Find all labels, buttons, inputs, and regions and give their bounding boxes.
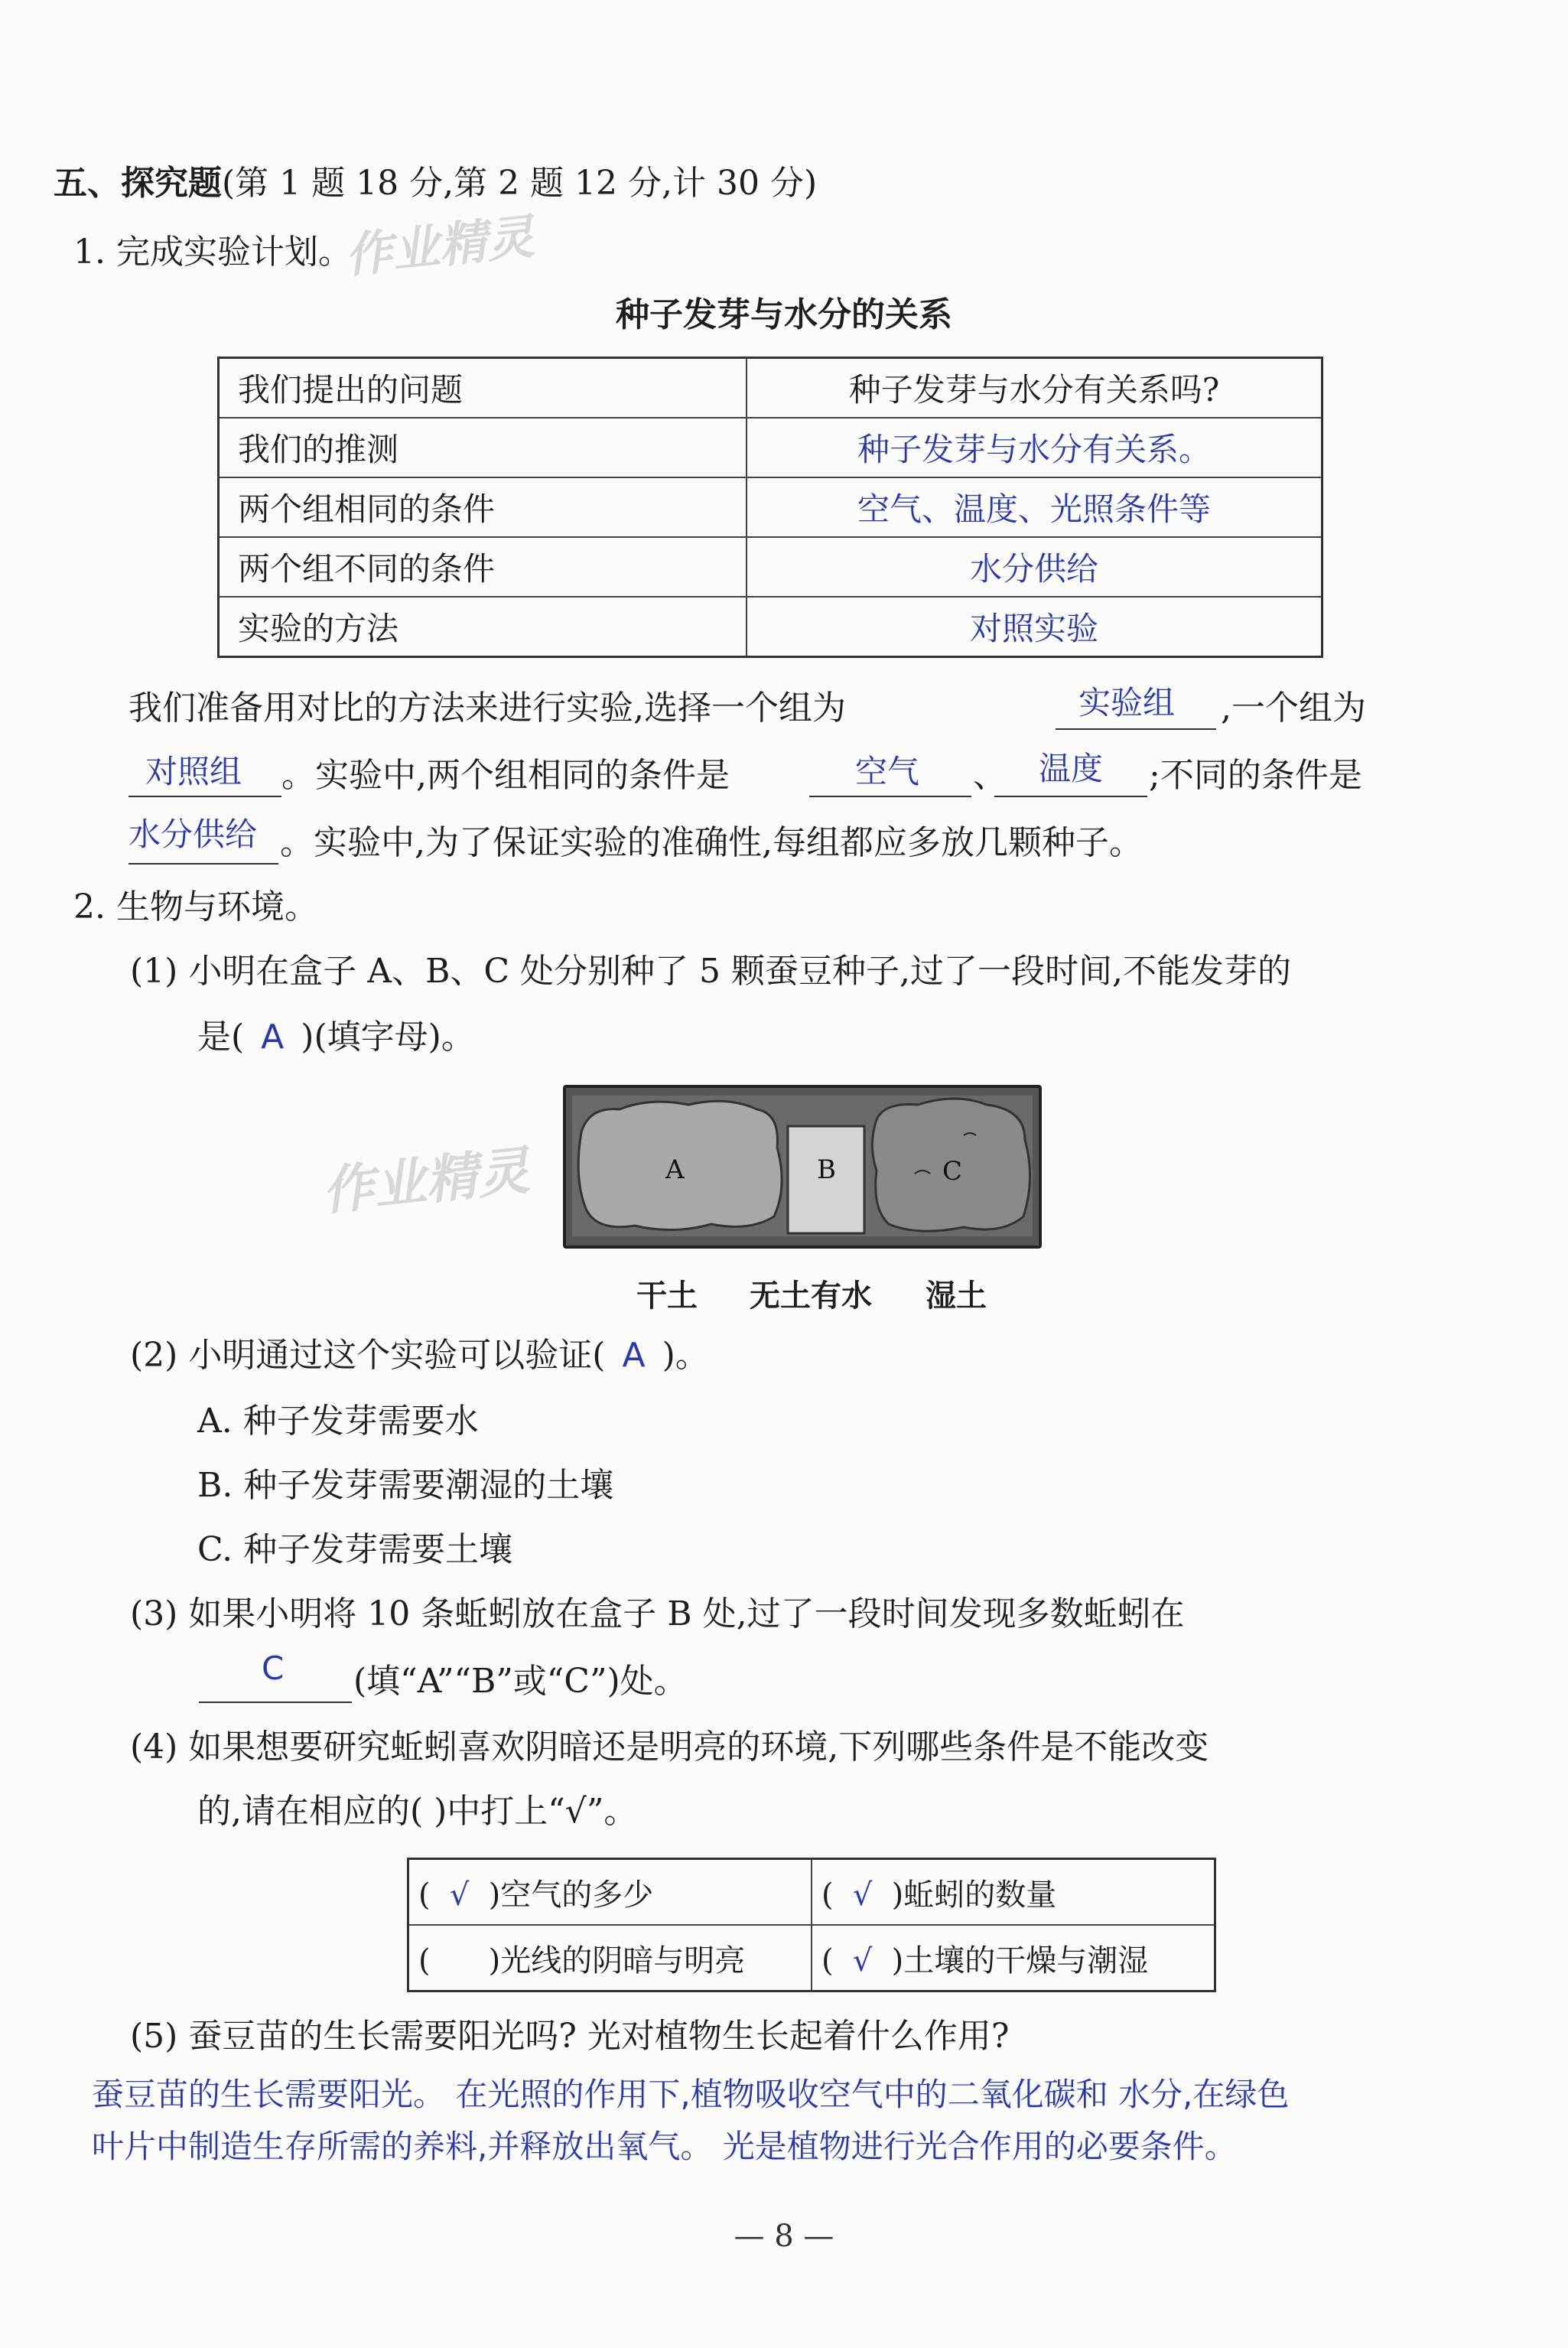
paren: (: [418, 1943, 431, 1978]
caption-water: 无土有水: [750, 1278, 872, 1314]
option-b: B. 种子发芽需要潮湿的土壤: [197, 1466, 614, 1505]
experiment-plan-table: [217, 357, 1323, 658]
q1-label: 1. 完成实验计划。: [73, 233, 352, 272]
table-title: 种子发芽与水分的关系: [616, 295, 952, 334]
paren: (: [821, 1877, 834, 1913]
condition-text: )光线的阴暗与明亮: [488, 1943, 746, 1978]
condition-cell: [812, 1859, 1215, 1926]
box-label-c: C: [942, 1156, 963, 1187]
table-row: [219, 477, 1322, 537]
para-line-1: [128, 686, 846, 731]
blank-answer-3: 空气: [855, 753, 920, 790]
table-row: [219, 418, 1322, 477]
option-c: C. 种子发芽需要土壤: [197, 1530, 513, 1569]
q2-p3-post: (填“A”“B”或“C”)处。: [353, 1662, 688, 1701]
q2-label: 2. 生物与环境。: [73, 887, 318, 926]
blank-answer-4: 温度: [1039, 750, 1104, 787]
row-answer: 水分供给: [747, 537, 1322, 597]
watermark: 作业精灵: [319, 1140, 533, 1223]
blank-line: [199, 1702, 352, 1703]
q2-p1-answer: A: [261, 1018, 285, 1057]
check-mark: √: [852, 1943, 873, 1978]
q2-p5-question: (5) 蚕豆苗的生长需要阳光吗? 光对植物生长起着什么作用?: [130, 2017, 1010, 2056]
row-value: 种子发芽与水分有关系吗?: [747, 358, 1322, 418]
para-text: ;不同的条件是: [1149, 756, 1362, 795]
page-number: — 8 —: [734, 2219, 834, 2254]
blank-answer-1: 实验组: [1078, 684, 1176, 721]
condition-text: )蚯蚓的数量: [891, 1877, 1057, 1913]
caption-wet-soil: 湿土: [926, 1278, 987, 1314]
row-answer: 空气、温度、光照条件等: [747, 477, 1322, 537]
section-score-note: (第 1 题 18 分,第 2 题 12 分,计 30 分): [222, 164, 818, 203]
condition-cell: [812, 1925, 1215, 1991]
q2-p5-answer-line2: 叶片中制造生存所需的养料,并释放出氧气。 光是植物进行光合作用的必要条件。: [92, 2128, 1237, 2165]
watermark: 作业精灵: [342, 208, 537, 284]
table-row: [219, 597, 1322, 657]
row-answer: 对照实验: [747, 597, 1322, 657]
row-answer: 种子发芽与水分有关系。: [747, 418, 1322, 477]
seed-box-figure: [558, 1079, 1048, 1255]
row-label: 我们提出的问题: [219, 358, 747, 418]
para-text: 。实验中,两个组相同的条件是: [281, 756, 730, 795]
q2-p2: [130, 1333, 709, 1379]
q2-p2-answer: A: [622, 1336, 646, 1375]
para-text: 、: [973, 756, 1007, 795]
blank-line: [128, 863, 278, 865]
section-header: [54, 161, 817, 207]
conditions-table: [407, 1858, 1216, 1992]
table-row: [219, 358, 1322, 418]
q2-p2-pre: (2) 小明通过这个实验可以验证(: [130, 1336, 606, 1375]
box-label-a: A: [665, 1154, 685, 1185]
para-text: ,一个组为: [1221, 689, 1366, 728]
q2-p1-line2: [197, 1014, 475, 1060]
check-mark: √: [449, 1877, 470, 1913]
row-label: 两个组不同的条件: [219, 537, 747, 597]
table-row: [219, 537, 1322, 597]
blank-line: [809, 796, 971, 797]
blank-line: [994, 796, 1147, 797]
condition-cell: [408, 1859, 812, 1926]
q2-p1-line1: (1) 小明在盒子 A、B、C 处分别种了 5 颗蚕豆种子,过了一段时间,不能发芽的: [130, 952, 1291, 991]
check-mark: √: [852, 1877, 873, 1913]
q2-p5-answer-line1: 蚕豆苗的生长需要阳光。 在光照的作用下,植物吸收空气中的二氧化碳和 水分,在绿色: [92, 2076, 1290, 2113]
q2-p1-pre: 是(: [197, 1018, 245, 1057]
paren: (: [418, 1877, 431, 1913]
table-row: [408, 1925, 1215, 1991]
row-label: 我们的推测: [219, 418, 747, 477]
condition-text: )土壤的干燥与潮湿: [891, 1943, 1149, 1978]
option-a: A. 种子发芽需要水: [197, 1402, 479, 1441]
paren: (: [821, 1943, 834, 1978]
box-label-b: B: [817, 1154, 836, 1185]
q2-p1-post: )(填字母)。: [301, 1018, 475, 1057]
blank-line: [1056, 728, 1216, 730]
blank-answer-5: 水分供给: [128, 816, 258, 853]
q2-p3-line1: (3) 如果小明将 10 条蚯蚓放在盒子 B 处,过了一段时间发现多数蚯蚓在: [130, 1594, 1185, 1633]
caption-dry-soil: 干土: [636, 1278, 698, 1314]
blank-line: [128, 796, 281, 797]
condition-text: )空气的多少: [488, 1877, 654, 1913]
blank-answer-2: 对照组: [145, 753, 242, 790]
condition-cell: [408, 1925, 812, 1991]
row-label: 实验的方法: [219, 597, 747, 657]
para-text: 我们准备用对比的方法来进行实验,选择一个组为: [128, 689, 846, 728]
q2-p4-line1: (4) 如果想要研究蚯蚓喜欢阴暗还是明亮的环境,下列哪些条件是不能改变: [130, 1728, 1209, 1767]
para-text: 。实验中,为了保证实验的准确性,每组都应多放几颗种子。: [280, 823, 1143, 862]
q2-p2-post: )。: [662, 1336, 709, 1375]
row-label: 两个组相同的条件: [219, 477, 747, 537]
section-title: 五、探究题: [54, 164, 222, 203]
q2-p4-line2: 的,请在相应的( )中打上“√”。: [197, 1792, 638, 1831]
q2-p3-answer: C: [262, 1649, 285, 1687]
table-row: [408, 1859, 1215, 1926]
